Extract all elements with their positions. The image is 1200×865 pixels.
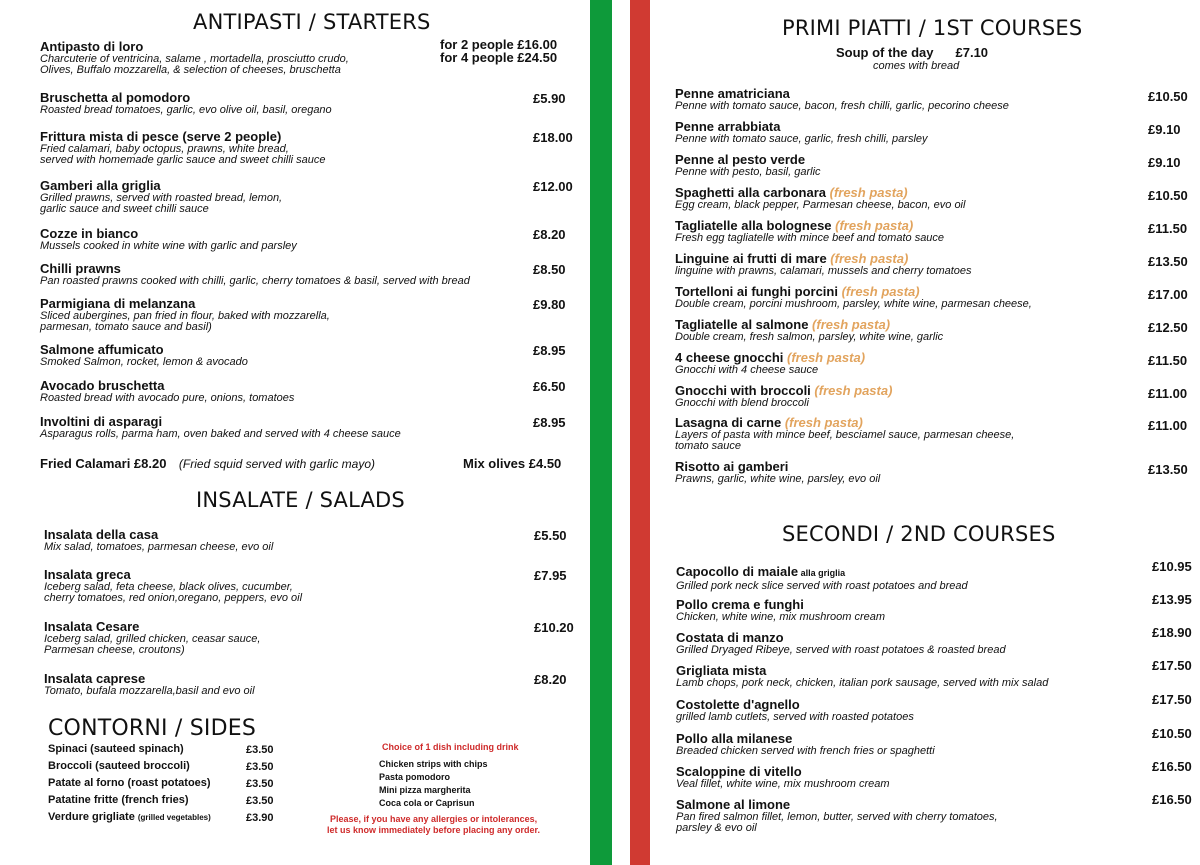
item-description	[676, 581, 968, 592]
item-price: £9.80	[533, 297, 566, 312]
menu-item	[676, 597, 885, 623]
antipasti-title: ANTIPASTI / STARTERS	[193, 10, 431, 34]
menu-item	[675, 86, 1009, 112]
description-line: Grilled prawns, served with roasted bread, lemon,	[40, 192, 283, 204]
item-name: Bruschetta al pomodoro	[40, 90, 191, 105]
item-price: £17.00	[1148, 287, 1188, 302]
item-price: £5.90	[533, 91, 566, 106]
item-description	[675, 134, 928, 145]
description-line: parsley & evo oil	[676, 822, 757, 834]
description-line: Iceberg salad, grilled chicken, ceasar sauce,	[44, 633, 261, 645]
item-name: Involtini di asparagi	[40, 414, 163, 429]
side-item: Patatine fritte (french fries)	[48, 794, 189, 806]
side-item-price: £3.50	[246, 795, 274, 807]
side-item-price: £3.50	[246, 744, 274, 756]
item-price: £11.00	[1148, 418, 1188, 433]
menu-item	[40, 342, 248, 368]
allergy-notice-line-2: let us know immediately before placing any order.	[327, 825, 541, 835]
item-price: £13.50	[1148, 254, 1188, 269]
item-description	[676, 712, 914, 723]
contorni-title: CONTORNI / SIDES	[48, 716, 256, 741]
item-description	[675, 398, 892, 409]
item-name: 4 cheese gnocchi (fresh pasta)	[675, 350, 866, 365]
item-name-note: alla griglia	[798, 568, 846, 578]
menu-item	[676, 697, 914, 723]
item-name: Avocado bruschetta	[40, 378, 165, 393]
item-description	[40, 144, 326, 166]
item-name: Antipasto di loro	[40, 39, 144, 54]
description-line: Gnocchi with 4 cheese sauce	[675, 364, 819, 376]
item-name: Insalata Cesare	[44, 619, 140, 634]
menu-item	[676, 630, 1006, 656]
description-line: Asparagus rolls, parma ham, oven baked and served with 4 cheese sauce	[40, 428, 401, 440]
menu-item	[676, 731, 935, 757]
item-price: £11.50	[1148, 353, 1188, 368]
item-name: Salmone affumicato	[40, 342, 164, 357]
item-price: £7.95	[534, 568, 567, 583]
description-line: Parmesan cheese, croutons)	[44, 644, 185, 656]
item-description	[40, 105, 332, 116]
description-line: Pan roasted prawns cooked with chilli, garlic, cherry tomatoes & basil, served with bread	[40, 275, 470, 287]
item-price: £11.00	[1148, 386, 1188, 401]
menu-item	[675, 218, 944, 244]
description-line: Penne with tomato sauce, garlic, fresh chilli, parsley	[675, 133, 928, 145]
item-name: Spaghetti alla carbonara (fresh pasta)	[675, 185, 908, 200]
item-description	[675, 299, 1032, 310]
item-name: Pollo crema e funghi	[676, 597, 804, 612]
description-line: Tomato, bufala mozzarella,basil and evo oil	[44, 685, 255, 697]
item-price: £6.50	[533, 379, 566, 394]
menu-item	[40, 378, 294, 404]
item-description	[676, 678, 1048, 689]
item-price: £17.50	[1152, 692, 1192, 707]
description-line: Smoked Salmon, rocket, lemon & avocado	[40, 356, 248, 368]
item-name: Salmone al limone	[676, 797, 791, 812]
item-name: Gnocchi with broccoli (fresh pasta)	[675, 383, 893, 398]
item-name: Frittura mista di pesce (serve 2 people)	[40, 129, 282, 144]
item-name: Tagliatelle alla bolognese (fresh pasta)	[675, 218, 914, 233]
menu-item	[675, 317, 943, 343]
item-description	[40, 393, 294, 404]
item-price: £18.90	[1152, 625, 1192, 640]
menu-item	[675, 350, 865, 376]
menu-item	[676, 663, 1048, 689]
menu-item	[675, 185, 965, 211]
mix-olives-price: Mix olives £4.50	[463, 456, 562, 471]
kids-menu-heading: Choice of 1 dish including drink	[382, 742, 519, 752]
fresh-pasta-tag: (fresh pasta)	[826, 185, 908, 200]
item-description	[675, 266, 972, 277]
kids-menu-item: Mini pizza margherita	[379, 785, 471, 795]
item-description	[675, 200, 965, 211]
item-name: Gamberi alla griglia	[40, 178, 161, 193]
italian-flag-red-stripe	[630, 0, 650, 865]
item-description	[676, 812, 998, 834]
fresh-pasta-tag: (fresh pasta)	[831, 218, 914, 233]
item-name: Pollo alla milanese	[676, 731, 793, 746]
item-description	[675, 233, 944, 244]
item-name: Penne al pesto verde	[675, 152, 806, 167]
item-description	[676, 746, 935, 757]
item-name: Penne amatriciana	[675, 86, 790, 101]
item-name: Insalata della casa	[44, 527, 159, 542]
menu-item	[676, 797, 998, 834]
description-line: parmesan, tomato sauce and basil)	[40, 321, 212, 333]
description-line: linguine with prawns, calamari, mussels and cherry tomatoes	[675, 265, 972, 277]
side-item-price: £3.50	[246, 778, 274, 790]
item-name: Insalata greca	[44, 567, 131, 582]
item-description	[40, 193, 282, 215]
item-description	[40, 429, 401, 440]
menu-item	[40, 261, 470, 287]
item-description	[675, 430, 1014, 452]
item-description	[675, 332, 943, 343]
item-price: £10.50	[1148, 89, 1188, 104]
fresh-pasta-tag: (fresh pasta)	[781, 415, 863, 430]
italian-flag-green-stripe	[590, 0, 612, 865]
item-name: Fried Calamari £8.20	[40, 456, 167, 471]
item-description	[675, 474, 880, 485]
fresh-pasta-tag: (fresh pasta)	[837, 284, 920, 299]
description-line: garlic sauce and sweet chilli sauce	[40, 203, 209, 215]
item-description	[40, 311, 330, 333]
item-description	[40, 241, 297, 252]
item-price: £17.50	[1152, 658, 1192, 673]
item-name: Cozze in bianco	[40, 226, 139, 241]
item-name: Tortelloni ai funghi porcini (fresh pasta)	[675, 284, 920, 299]
item-name: Insalata caprese	[44, 671, 146, 686]
side-item: Broccoli (sauteed broccoli)	[48, 760, 190, 772]
item-price: £18.00	[533, 130, 573, 145]
menu-item	[44, 619, 260, 656]
description-line: Mix salad, tomatoes, parmesan cheese, evo oil	[44, 541, 274, 553]
menu-item	[675, 415, 1014, 452]
soup-price: £7.10	[955, 45, 989, 60]
description-line: Chicken, white wine, mix mushroom cream	[676, 611, 886, 623]
item-description	[44, 582, 302, 604]
item-name: Linguine ai frutti di mare (fresh pasta)	[675, 251, 909, 266]
menu-item	[675, 251, 972, 277]
item-price: £8.20	[533, 227, 566, 242]
description-line: Iceberg salad, feta cheese, black olives, cucumber,	[44, 581, 293, 593]
kids-menu-item: Pasta pomodoro	[379, 772, 451, 782]
item-description	[676, 779, 890, 790]
menu-item	[40, 296, 330, 333]
menu-item	[40, 129, 326, 166]
description-line: tomato sauce	[675, 440, 742, 452]
item-name: Penne arrabbiata	[675, 119, 781, 134]
menu-item	[40, 178, 282, 215]
fresh-pasta-tag: (fresh pasta)	[783, 350, 866, 365]
item-price: £8.95	[533, 343, 566, 358]
item-description	[40, 357, 248, 368]
item-price: £9.10	[1148, 122, 1181, 137]
description-line: Fresh egg tagliatelle with mince beef and tomato sauce	[675, 232, 945, 244]
kids-menu-item: Coca cola or Caprisun	[379, 798, 475, 808]
item-description	[44, 686, 255, 697]
item-description	[44, 634, 260, 656]
menu-item	[675, 459, 880, 485]
side-item-price: £3.90	[246, 812, 274, 824]
description-line: Roasted bread tomatoes, garlic, evo olive oil, basil, oregano	[40, 104, 332, 116]
item-description	[675, 101, 1009, 112]
item-name: Tagliatelle al salmone (fresh pasta)	[675, 317, 891, 332]
menu-item	[44, 671, 255, 697]
secondi-title: SECONDI / 2ND COURSES	[782, 522, 1056, 546]
description-line: served with homemade garlic sauce and sweet chilli sauce	[40, 154, 326, 166]
menu-item	[676, 564, 968, 592]
soup-of-the-day: Soup of the day £7.10	[836, 45, 989, 60]
menu-item	[675, 119, 928, 145]
item-price: £12.50	[1148, 320, 1188, 335]
menu-item	[675, 383, 892, 409]
item-price: £10.95	[1152, 559, 1192, 574]
item-price: £10.50	[1152, 726, 1192, 741]
menu-item	[675, 152, 821, 178]
item-price: £10.50	[1148, 188, 1188, 203]
item-description	[675, 167, 821, 178]
fresh-pasta-tag: (fresh pasta)	[808, 317, 891, 332]
description-line: Mussels cooked in white wine with garlic and parsley	[40, 240, 297, 252]
side-item-note: (grilled vegetables)	[137, 813, 211, 822]
menu-item	[40, 414, 401, 440]
description-line: Pan fired salmon fillet, lemon, butter, served with cherry tomatoes,	[676, 811, 998, 823]
side-item: Verdure grigliate (grilled vegetables)	[48, 811, 211, 823]
description-line: Breaded chicken served with french fries or spaghetti	[676, 745, 935, 757]
fried-calamari-item	[40, 455, 375, 473]
description-line: Penne with pesto, basil, garlic	[675, 166, 821, 178]
italian-flag-white-stripe	[612, 0, 630, 865]
item-price: £8.95	[533, 415, 566, 430]
item-name: Risotto ai gamberi	[675, 459, 789, 474]
item-description: Charcuterie of ventricina, salame , mortadella, prosciutto crudo, Olives, Buffalo mozzarella, & selection of cheeses, bruschetta	[40, 53, 349, 76]
menu-item	[675, 284, 1032, 310]
item-price: £13.50	[1148, 462, 1188, 477]
item-name: Costolette d'agnello	[676, 697, 800, 712]
antipasto-di-loro-item	[40, 39, 349, 76]
description-line: Roasted bread with avocado pure, onions, tomatoes	[40, 392, 295, 404]
description-line: Double cream, fresh salmon, parsley, white wine, garlic	[675, 331, 944, 343]
item-description	[40, 276, 470, 287]
description-line: Grilled Dryaged Ribeye, served with roast potatoes & roasted bread	[676, 644, 1006, 656]
description-line: Gnocchi with blend broccoli	[675, 397, 809, 409]
description-line: Lamb chops, pork neck, chicken, italian pork sausage, served with mix salad	[676, 677, 1049, 689]
item-price: £10.20	[534, 620, 574, 635]
insalate-title: INSALATE / SALADS	[196, 488, 405, 512]
fresh-pasta-tag: (fresh pasta)	[826, 251, 909, 266]
item-description	[675, 365, 865, 376]
item-description	[676, 612, 885, 623]
menu-item	[44, 527, 273, 553]
item-name: Grigliata mista	[676, 663, 767, 678]
item-price: £13.95	[1152, 592, 1192, 607]
item-price: £9.10	[1148, 155, 1181, 170]
description-line: Prawns, garlic, white wine, parsley, evo oil	[675, 473, 881, 485]
item-description	[676, 645, 1006, 656]
kids-menu-item: Chicken strips with chips	[379, 759, 488, 769]
item-price: £16.50	[1152, 792, 1192, 807]
description-line: Penne with tomato sauce, bacon, fresh chilli, garlic, pecorino cheese	[675, 100, 1009, 112]
item-name: Chilli prawns	[40, 261, 121, 276]
item-price: £5.50	[534, 528, 567, 543]
item-price: £12.00	[533, 179, 573, 194]
menu-item	[40, 226, 297, 252]
item-price: £8.20	[534, 672, 567, 687]
price-2-people: for 2 people £16.00	[440, 37, 558, 52]
description-line: Layers of pasta with mince beef, besciamel sauce, parmesan cheese,	[675, 429, 1015, 441]
item-name: Capocollo di maiale alla griglia	[676, 564, 846, 579]
soup-description: comes with bread	[873, 60, 960, 72]
allergy-notice-line-1: Please, if you have any allergies or intolerances,	[330, 814, 538, 824]
description-line: Grilled pork neck slice served with roast potatoes and bread	[676, 580, 968, 592]
item-price: £16.50	[1152, 759, 1192, 774]
side-item-price: £3.50	[246, 761, 274, 773]
description-line: Veal fillet, white wine, mix mushroom cream	[676, 778, 890, 790]
item-name: Lasagna di carne (fresh pasta)	[675, 415, 863, 430]
item-description: (Fried squid served with garlic mayo)	[178, 457, 375, 471]
item-name: Costata di manzo	[676, 630, 784, 645]
menu-item	[44, 567, 302, 604]
menu-item	[676, 764, 890, 790]
item-price: £8.50	[533, 262, 566, 277]
description-line: Egg cream, black pepper, Parmesan cheese, bacon, evo oil	[675, 199, 966, 211]
primi-title: PRIMI PIATTI / 1ST COURSES	[782, 16, 1083, 40]
description-line: Sliced aubergines, pan fried in flour, baked with mozzarella,	[40, 310, 330, 322]
item-description	[44, 542, 273, 553]
fresh-pasta-tag: (fresh pasta)	[810, 383, 893, 398]
description-line: grilled lamb cutlets, served with roasted potatoes	[676, 711, 914, 723]
description-line: cherry tomatoes, red onion,oregano, peppers, evo oil	[44, 592, 303, 604]
description-line: Double cream, porcini mushroom, parsley, white wine, parmesan cheese,	[675, 298, 1032, 310]
description-line: Fried calamari, baby octopus, prawns, white bread,	[40, 143, 289, 155]
item-name: Parmigiana di melanzana	[40, 296, 196, 311]
price-4-people: for 4 people £24.50	[440, 50, 558, 65]
side-item: Patate al forno (roast potatoes)	[48, 777, 211, 789]
item-name: Scaloppine di vitello	[676, 764, 802, 779]
side-item: Spinaci (sauteed spinach)	[48, 743, 184, 755]
menu-item	[40, 90, 332, 116]
item-price: £11.50	[1148, 221, 1188, 236]
